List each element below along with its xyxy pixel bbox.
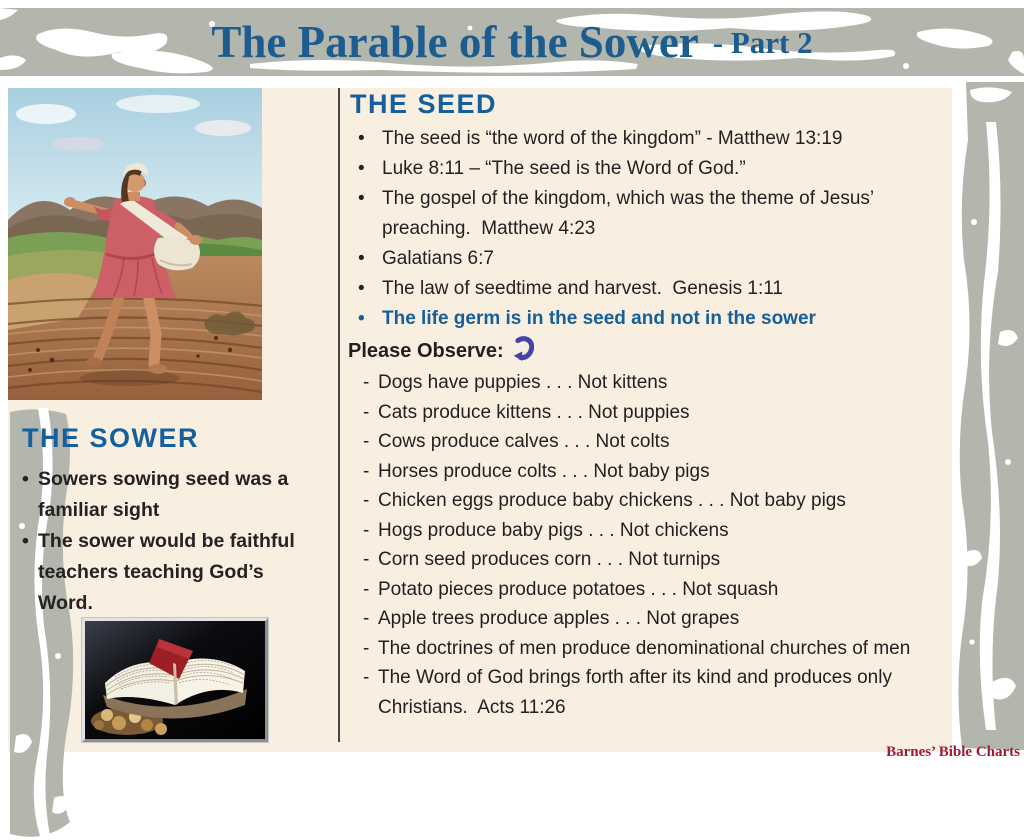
list-item-emphasized: • The life germ is in the seed and not in the sower [348,304,944,334]
list-item: - Dogs have puppies . . . Not kittens [348,368,923,398]
title-banner [0,8,1024,76]
list-item: • The law of seedtime and harvest. Genesis 1:11 [348,274,944,304]
list-item: - Potato pieces produce potatoes . . . Not squash [348,575,923,605]
column-divider [338,88,340,742]
page-title-part: - Part 2 [712,24,813,60]
list-item: • Galatians 6:7 [348,244,944,274]
sower-illustration [8,88,262,400]
bible-image [82,618,268,742]
sower-heading: THE SOWER [22,423,200,453]
observe-heading: Please Observe: [348,339,504,362]
list-item: - Chicken eggs produce baby chickens . . . Not baby pigs [348,486,923,516]
page-title-main: The Parable of the Sower [211,16,699,67]
credit-text: Barnes’ Bible Charts [886,744,1020,760]
list-item: • The seed is “the word of the kingdom” - Matthew 13:19 [348,124,944,154]
list-item: • The sower would be faithful teachers teaching God’s Word. [20,526,322,619]
list-item: - The doctrines of men produce denominational churches of men [348,634,923,664]
list-item: - Cows produce calves . . . Not colts [348,427,923,457]
list-item: - Hogs produce baby pigs . . . Not chickens [348,516,923,546]
sower-bullet-list [20,464,322,619]
list-item: • Luke 8:11 – “The seed is the Word of God.” [348,154,944,184]
list-item: - The Word of God brings forth after its kind and produces only Christians. Acts 11:26 [348,663,923,722]
observe-list [348,368,923,722]
list-item: - Apple trees produce apples . . . Not grapes [348,604,923,634]
list-item: - Corn seed produces corn . . . Not turnips [348,545,923,575]
list-item: - Cats produce kittens . . . Not puppies [348,398,923,428]
list-item: • Sowers sowing seed was a familiar sight [20,464,322,526]
observe-row [348,336,952,366]
sower-section [20,424,332,619]
seed-section [348,90,952,722]
page-title [0,8,1024,76]
grunge-texture-right-strip [952,82,1024,750]
content-panel [8,88,952,752]
list-item: - Horses produce colts . . . Not baby pigs [348,457,923,487]
list-item: • The gospel of the kingdom, which was the theme of Jesus’ preaching. Matthew 4:23 [348,184,944,244]
seed-bullet-list [348,124,944,334]
curved-arrow-icon [512,336,534,367]
seed-heading: THE SEED [350,89,498,119]
